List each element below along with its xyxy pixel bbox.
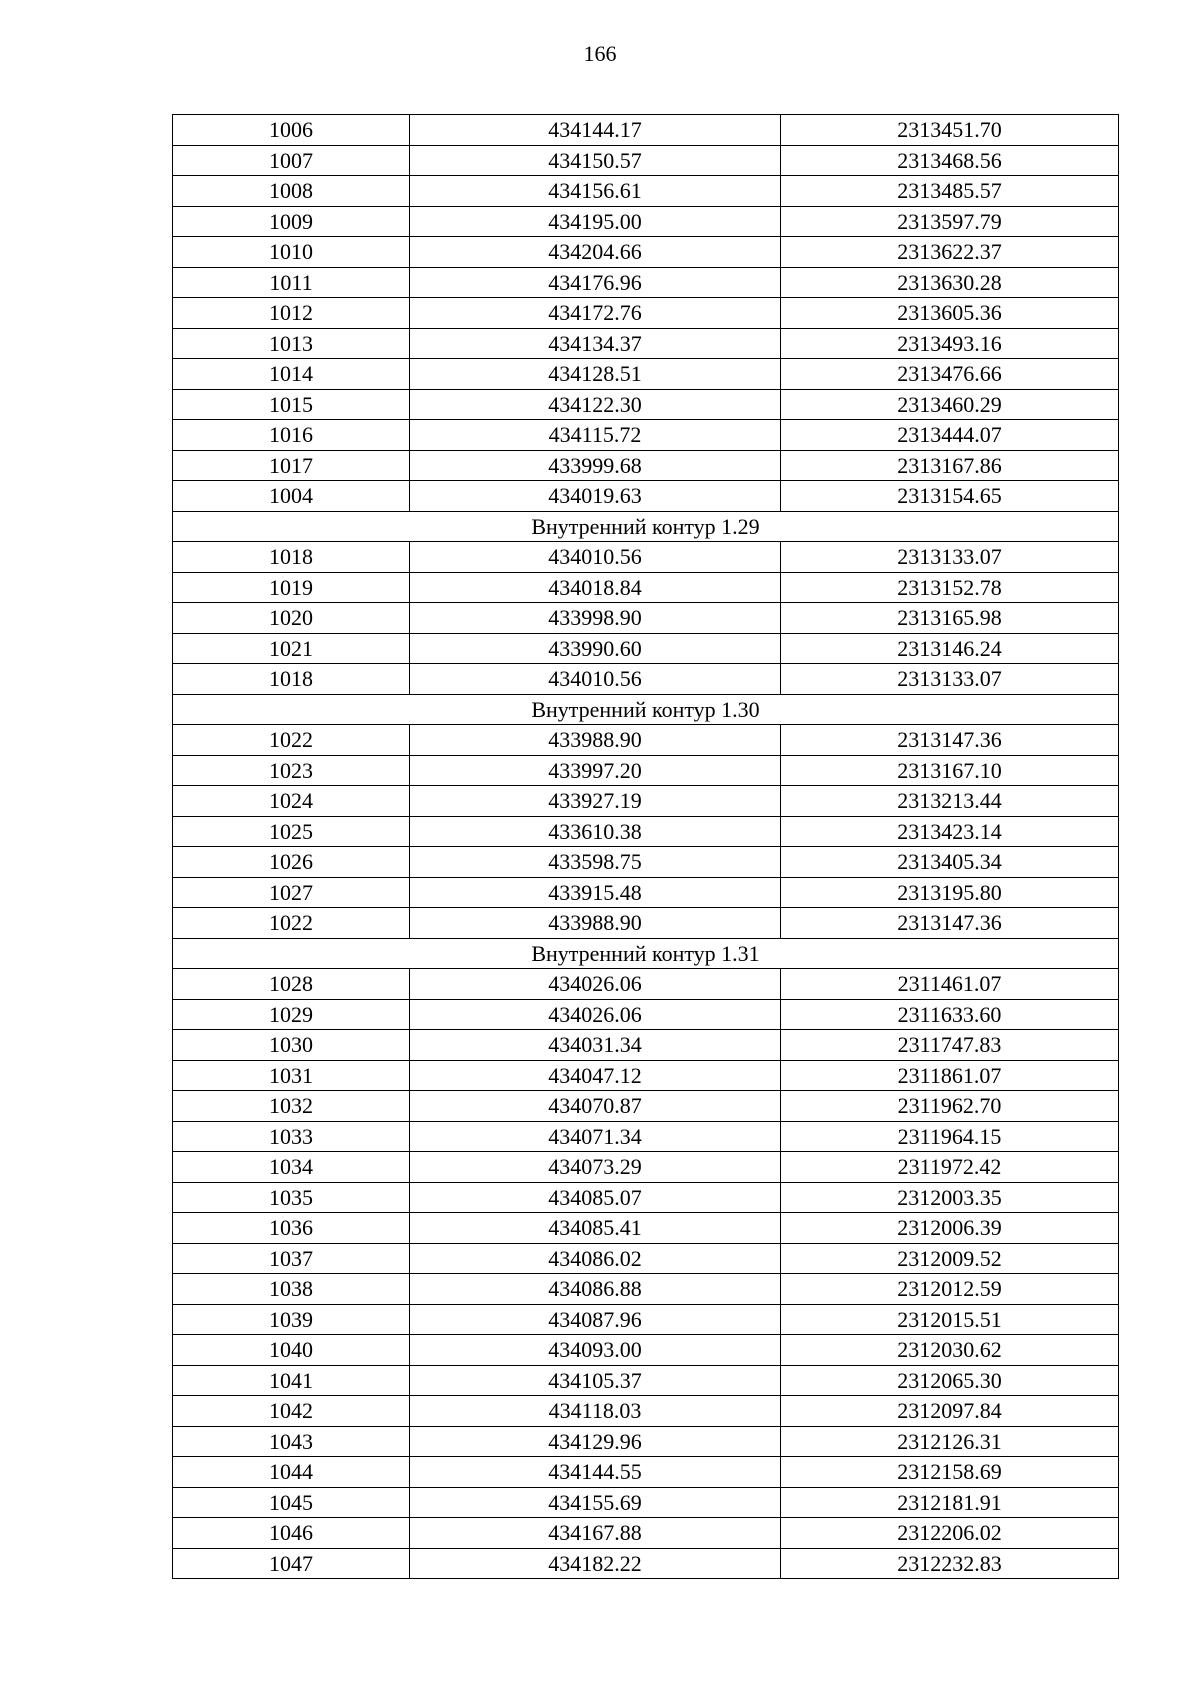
table-row xyxy=(173,786,1119,817)
x-coordinate-cell: 434026.06 xyxy=(410,999,781,1030)
y-coordinate-cell: 2313622.37 xyxy=(781,237,1119,268)
table-row xyxy=(173,1213,1119,1244)
y-coordinate-cell: 2313423.14 xyxy=(781,816,1119,847)
y-coordinate-cell: 2313597.79 xyxy=(781,206,1119,237)
x-coordinate-cell: 434026.06 xyxy=(410,969,781,1000)
point-id-cell: 1008 xyxy=(173,176,410,207)
x-coordinate-cell: 434031.34 xyxy=(410,1030,781,1061)
x-coordinate-cell: 434172.76 xyxy=(410,298,781,329)
x-coordinate-cell: 433988.90 xyxy=(410,908,781,939)
point-id-cell: 1022 xyxy=(173,725,410,756)
table-row xyxy=(173,877,1119,908)
point-id-cell: 1035 xyxy=(173,1182,410,1213)
y-coordinate-cell: 2311962.70 xyxy=(781,1091,1119,1122)
y-coordinate-cell: 2313133.07 xyxy=(781,664,1119,695)
table-row xyxy=(173,969,1119,1000)
table-row xyxy=(173,420,1119,451)
section-header-row xyxy=(173,511,1119,542)
x-coordinate-cell: 434144.17 xyxy=(410,115,781,146)
point-id-cell: 1019 xyxy=(173,572,410,603)
x-coordinate-cell: 434087.96 xyxy=(410,1304,781,1335)
point-id-cell: 1027 xyxy=(173,877,410,908)
x-coordinate-cell: 434128.51 xyxy=(410,359,781,390)
point-id-cell: 1046 xyxy=(173,1518,410,1549)
y-coordinate-cell: 2311461.07 xyxy=(781,969,1119,1000)
point-id-cell: 1006 xyxy=(173,115,410,146)
y-coordinate-cell: 2312126.31 xyxy=(781,1426,1119,1457)
table-row xyxy=(173,206,1119,237)
x-coordinate-cell: 434129.96 xyxy=(410,1426,781,1457)
x-coordinate-cell: 434134.37 xyxy=(410,328,781,359)
y-coordinate-cell: 2313167.10 xyxy=(781,755,1119,786)
y-coordinate-cell: 2311747.83 xyxy=(781,1030,1119,1061)
y-coordinate-cell: 2313460.29 xyxy=(781,389,1119,420)
table-row xyxy=(173,1304,1119,1335)
table-row xyxy=(173,908,1119,939)
point-id-cell: 1009 xyxy=(173,206,410,237)
y-coordinate-cell: 2313468.56 xyxy=(781,145,1119,176)
y-coordinate-cell: 2312009.52 xyxy=(781,1243,1119,1274)
x-coordinate-cell: 434115.72 xyxy=(410,420,781,451)
x-coordinate-cell: 433998.90 xyxy=(410,603,781,634)
point-id-cell: 1026 xyxy=(173,847,410,878)
table-row xyxy=(173,1335,1119,1366)
table-row xyxy=(173,1030,1119,1061)
x-coordinate-cell: 433999.68 xyxy=(410,450,781,481)
x-coordinate-cell: 434047.12 xyxy=(410,1060,781,1091)
x-coordinate-cell: 434156.61 xyxy=(410,176,781,207)
point-id-cell: 1016 xyxy=(173,420,410,451)
point-id-cell: 1041 xyxy=(173,1365,410,1396)
x-coordinate-cell: 434118.03 xyxy=(410,1396,781,1427)
y-coordinate-cell: 2313213.44 xyxy=(781,786,1119,817)
point-id-cell: 1044 xyxy=(173,1457,410,1488)
y-coordinate-cell: 2312206.02 xyxy=(781,1518,1119,1549)
y-coordinate-cell: 2313152.78 xyxy=(781,572,1119,603)
y-coordinate-cell: 2313195.80 xyxy=(781,877,1119,908)
x-coordinate-cell: 433610.38 xyxy=(410,816,781,847)
table-row xyxy=(173,816,1119,847)
y-coordinate-cell: 2312012.59 xyxy=(781,1274,1119,1305)
x-coordinate-cell: 434085.41 xyxy=(410,1213,781,1244)
x-coordinate-cell: 434182.22 xyxy=(410,1548,781,1579)
table-row xyxy=(173,450,1119,481)
section-label: Внутренний контур 1.29 xyxy=(173,511,1119,542)
y-coordinate-cell: 2312097.84 xyxy=(781,1396,1119,1427)
point-id-cell: 1040 xyxy=(173,1335,410,1366)
x-coordinate-cell: 434155.69 xyxy=(410,1487,781,1518)
table-row xyxy=(173,481,1119,512)
table-row xyxy=(173,1457,1119,1488)
point-id-cell: 1036 xyxy=(173,1213,410,1244)
y-coordinate-cell: 2311633.60 xyxy=(781,999,1119,1030)
x-coordinate-cell: 434105.37 xyxy=(410,1365,781,1396)
table-row xyxy=(173,176,1119,207)
y-coordinate-cell: 2313133.07 xyxy=(781,542,1119,573)
point-id-cell: 1047 xyxy=(173,1548,410,1579)
y-coordinate-cell: 2312065.30 xyxy=(781,1365,1119,1396)
x-coordinate-cell: 433915.48 xyxy=(410,877,781,908)
coordinates-table-body xyxy=(173,115,1119,1579)
point-id-cell: 1023 xyxy=(173,755,410,786)
x-coordinate-cell: 434144.55 xyxy=(410,1457,781,1488)
table-row xyxy=(173,1243,1119,1274)
section-header-row xyxy=(173,694,1119,725)
table-row xyxy=(173,1182,1119,1213)
page-number: 166 xyxy=(583,41,617,66)
y-coordinate-cell: 2313605.36 xyxy=(781,298,1119,329)
point-id-cell: 1039 xyxy=(173,1304,410,1335)
x-coordinate-cell: 434122.30 xyxy=(410,389,781,420)
point-id-cell: 1020 xyxy=(173,603,410,634)
y-coordinate-cell: 2313146.24 xyxy=(781,633,1119,664)
y-coordinate-cell: 2313147.36 xyxy=(781,908,1119,939)
x-coordinate-cell: 434085.07 xyxy=(410,1182,781,1213)
table-row xyxy=(173,999,1119,1030)
y-coordinate-cell: 2312181.91 xyxy=(781,1487,1119,1518)
x-coordinate-cell: 434093.00 xyxy=(410,1335,781,1366)
table-row xyxy=(173,1060,1119,1091)
point-id-cell: 1031 xyxy=(173,1060,410,1091)
y-coordinate-cell: 2312006.39 xyxy=(781,1213,1119,1244)
point-id-cell: 1042 xyxy=(173,1396,410,1427)
section-header-row xyxy=(173,938,1119,969)
y-coordinate-cell: 2313630.28 xyxy=(781,267,1119,298)
table-row xyxy=(173,603,1119,634)
point-id-cell: 1018 xyxy=(173,542,410,573)
x-coordinate-cell: 433927.19 xyxy=(410,786,781,817)
y-coordinate-cell: 2313147.36 xyxy=(781,725,1119,756)
y-coordinate-cell: 2313485.57 xyxy=(781,176,1119,207)
point-id-cell: 1045 xyxy=(173,1487,410,1518)
y-coordinate-cell: 2313165.98 xyxy=(781,603,1119,634)
section-label: Внутренний контур 1.31 xyxy=(173,938,1119,969)
table-row xyxy=(173,572,1119,603)
point-id-cell: 1021 xyxy=(173,633,410,664)
table-row xyxy=(173,542,1119,573)
y-coordinate-cell: 2313405.34 xyxy=(781,847,1119,878)
point-id-cell: 1017 xyxy=(173,450,410,481)
table-row xyxy=(173,1091,1119,1122)
x-coordinate-cell: 434167.88 xyxy=(410,1518,781,1549)
point-id-cell: 1012 xyxy=(173,298,410,329)
x-coordinate-cell: 434010.56 xyxy=(410,542,781,573)
x-coordinate-cell: 434086.02 xyxy=(410,1243,781,1274)
y-coordinate-cell: 2313167.86 xyxy=(781,450,1119,481)
y-coordinate-cell: 2312232.83 xyxy=(781,1548,1119,1579)
table-row xyxy=(173,389,1119,420)
x-coordinate-cell: 434018.84 xyxy=(410,572,781,603)
y-coordinate-cell: 2312003.35 xyxy=(781,1182,1119,1213)
x-coordinate-cell: 434019.63 xyxy=(410,481,781,512)
table-row xyxy=(173,1365,1119,1396)
point-id-cell: 1033 xyxy=(173,1121,410,1152)
point-id-cell: 1037 xyxy=(173,1243,410,1274)
table-row xyxy=(173,633,1119,664)
y-coordinate-cell: 2311964.15 xyxy=(781,1121,1119,1152)
point-id-cell: 1010 xyxy=(173,237,410,268)
coordinates-table xyxy=(172,114,1119,1579)
table-row xyxy=(173,847,1119,878)
x-coordinate-cell: 434070.87 xyxy=(410,1091,781,1122)
table-row xyxy=(173,145,1119,176)
table-row xyxy=(173,1121,1119,1152)
x-coordinate-cell: 434086.88 xyxy=(410,1274,781,1305)
x-coordinate-cell: 433988.90 xyxy=(410,725,781,756)
x-coordinate-cell: 434073.29 xyxy=(410,1152,781,1183)
point-id-cell: 1004 xyxy=(173,481,410,512)
x-coordinate-cell: 433990.60 xyxy=(410,633,781,664)
table-row xyxy=(173,1274,1119,1305)
y-coordinate-cell: 2313154.65 xyxy=(781,481,1119,512)
table-row xyxy=(173,664,1119,695)
point-id-cell: 1007 xyxy=(173,145,410,176)
y-coordinate-cell: 2313476.66 xyxy=(781,359,1119,390)
point-id-cell: 1043 xyxy=(173,1426,410,1457)
x-coordinate-cell: 434071.34 xyxy=(410,1121,781,1152)
point-id-cell: 1011 xyxy=(173,267,410,298)
y-coordinate-cell: 2313493.16 xyxy=(781,328,1119,359)
point-id-cell: 1018 xyxy=(173,664,410,695)
y-coordinate-cell: 2313451.70 xyxy=(781,115,1119,146)
table-row xyxy=(173,1396,1119,1427)
point-id-cell: 1015 xyxy=(173,389,410,420)
y-coordinate-cell: 2313444.07 xyxy=(781,420,1119,451)
y-coordinate-cell: 2312015.51 xyxy=(781,1304,1119,1335)
section-label: Внутренний контур 1.30 xyxy=(173,694,1119,725)
x-coordinate-cell: 433598.75 xyxy=(410,847,781,878)
table-row xyxy=(173,359,1119,390)
point-id-cell: 1014 xyxy=(173,359,410,390)
point-id-cell: 1024 xyxy=(173,786,410,817)
y-coordinate-cell: 2311861.07 xyxy=(781,1060,1119,1091)
point-id-cell: 1030 xyxy=(173,1030,410,1061)
y-coordinate-cell: 2312158.69 xyxy=(781,1457,1119,1488)
table-row xyxy=(173,1548,1119,1579)
y-coordinate-cell: 2312030.62 xyxy=(781,1335,1119,1366)
y-coordinate-cell: 2311972.42 xyxy=(781,1152,1119,1183)
point-id-cell: 1028 xyxy=(173,969,410,1000)
table-row xyxy=(173,237,1119,268)
x-coordinate-cell: 433997.20 xyxy=(410,755,781,786)
table-row xyxy=(173,328,1119,359)
point-id-cell: 1032 xyxy=(173,1091,410,1122)
table-row xyxy=(173,725,1119,756)
table-row xyxy=(173,115,1119,146)
point-id-cell: 1025 xyxy=(173,816,410,847)
x-coordinate-cell: 434150.57 xyxy=(410,145,781,176)
table-row xyxy=(173,267,1119,298)
table-row xyxy=(173,755,1119,786)
point-id-cell: 1022 xyxy=(173,908,410,939)
point-id-cell: 1029 xyxy=(173,999,410,1030)
table-row xyxy=(173,1152,1119,1183)
point-id-cell: 1038 xyxy=(173,1274,410,1305)
point-id-cell: 1034 xyxy=(173,1152,410,1183)
table-row xyxy=(173,1518,1119,1549)
point-id-cell: 1013 xyxy=(173,328,410,359)
x-coordinate-cell: 434195.00 xyxy=(410,206,781,237)
x-coordinate-cell: 434176.96 xyxy=(410,267,781,298)
x-coordinate-cell: 434010.56 xyxy=(410,664,781,695)
x-coordinate-cell: 434204.66 xyxy=(410,237,781,268)
table-row xyxy=(173,298,1119,329)
table-row xyxy=(173,1426,1119,1457)
table-row xyxy=(173,1487,1119,1518)
